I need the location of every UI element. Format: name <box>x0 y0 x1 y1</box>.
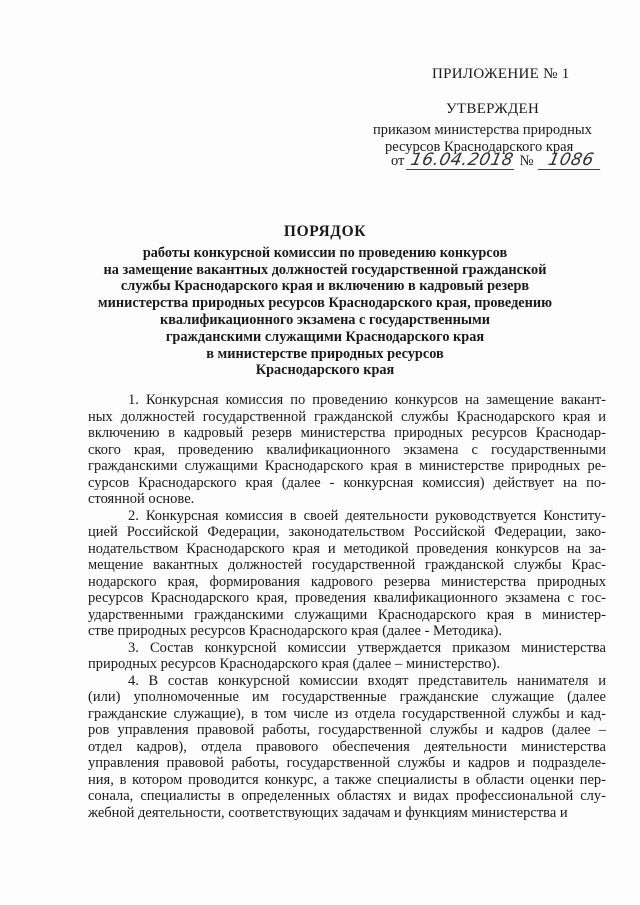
paragraph-line: мещение вакантных должностей государственной гражданской службы Крас- <box>88 557 606 573</box>
date-prefix: от <box>391 153 405 169</box>
document-body <box>88 392 606 821</box>
paragraph <box>88 508 606 640</box>
handwritten-number: 1086 <box>538 151 604 170</box>
paragraph-line: нодательством Краснодарского края и методикой проведения конкурсов на за- <box>88 540 606 557</box>
paragraph-line: 4. В состав конкурсной комиссии входят представитель нанимателя и <box>128 672 606 689</box>
paragraph-line: сурсов Краснодарского края (далее - конкурсная комиссия) действует на по- <box>88 474 606 491</box>
title-line: Краснодарского края <box>255 362 395 379</box>
title-subtitle <box>60 245 590 379</box>
title-line: службы Краснодарского края и включению в кадровый резерв <box>120 278 530 295</box>
paragraph-line: сонала, специалисты в определенных областях и видах профессиональной слу- <box>88 788 606 804</box>
title-main: ПОРЯДОК <box>283 223 367 240</box>
title-line: в министерстве природных ресурсов <box>206 345 444 362</box>
paragraph-line: ударственными гражданскими служащими Краснодарского края в министер- <box>88 606 606 623</box>
document-title <box>60 224 590 379</box>
paragraph-line: стоянной основе. <box>88 491 195 507</box>
paragraph-line: гражданские служащие), в том числе из отдела государственной службы и кад- <box>88 705 606 722</box>
handwritten-date: 16.04.2018 <box>406 151 518 170</box>
paragraph-line: (или) уполномоченные им государственные гражданские служащие (далее <box>88 689 606 705</box>
paragraph-line: цией Российской Федерации, законодательством Российской Федерации, зако- <box>88 524 606 540</box>
order-line-2: ресурсов Краснодарского края <box>385 139 574 155</box>
paragraph-line: ров управления правовой работы, государственной службы и кадров (далее – <box>88 722 606 738</box>
title-line: работы конкурсной комиссии по проведению конкурсов <box>142 244 508 261</box>
paragraph <box>88 640 606 673</box>
title-line: министерства природных ресурсов Краснодарского края, проведению <box>97 295 553 312</box>
paragraph <box>88 392 606 508</box>
number-prefix: № <box>519 153 534 169</box>
paragraph-line: природных ресурсов Краснодарского края (далее – министерство). <box>88 656 500 672</box>
paragraph-line: 2. Конкурсная комиссия в своей деятельности руководствуется Конститу- <box>128 507 606 524</box>
paragraph-line: включению в кадровый резерв министерства природных ресурсов Краснодар- <box>88 425 606 441</box>
title-line: на замещение вакантных должностей государственной гражданской <box>103 261 547 278</box>
order-line-1: приказом министерства природных <box>373 122 592 138</box>
paragraph-line: 1. Конкурсная комиссия по проведению конкурсов на замещение вакант- <box>128 392 606 408</box>
title-line: квалификационного экзамена с государственными <box>159 311 491 328</box>
order-date-line <box>391 150 602 172</box>
paragraph-line: ского края, проведению квалификационного экзамена с государственными <box>88 441 606 458</box>
paragraph <box>88 673 606 822</box>
appendix-label: ПРИЛОЖЕНИЕ № 1 <box>432 66 570 82</box>
paragraph-line: нодарского края, формирования кадрового резерва министерства природных <box>88 573 606 590</box>
paragraph-line: ресурсов Краснодарского края, проведения квалификационного экзамена с гос- <box>88 590 606 606</box>
paragraph-line: гражданскими служащими Краснодарского края в министерстве природных ре- <box>88 458 606 474</box>
paragraph-line: 3. Состав конкурсной комиссии утверждается приказом министерства <box>128 639 606 656</box>
paragraph-line: жебной деятельности, соответствующих задачам и функциям министерства и <box>88 804 568 821</box>
paragraph-line: управления правовой работы, государственной службы и кадров и подразделе- <box>88 755 606 771</box>
paragraph-line: отдел кадров), отдела правового обеспечения деятельности министерства <box>88 738 606 755</box>
paragraph-line: ных должностей государственной гражданской службы Краснодарского края и <box>88 408 606 425</box>
paragraph-line: ния, в котором проводится конкурс, а также специалисты в области оценки пер- <box>88 771 606 788</box>
paragraph-line: стве природных ресурсов Краснодарского края (далее - Методика). <box>88 623 503 639</box>
approved-label: УТВЕРЖДЕН <box>446 101 540 117</box>
title-line: гражданскими служащими Краснодарского края <box>165 328 485 345</box>
